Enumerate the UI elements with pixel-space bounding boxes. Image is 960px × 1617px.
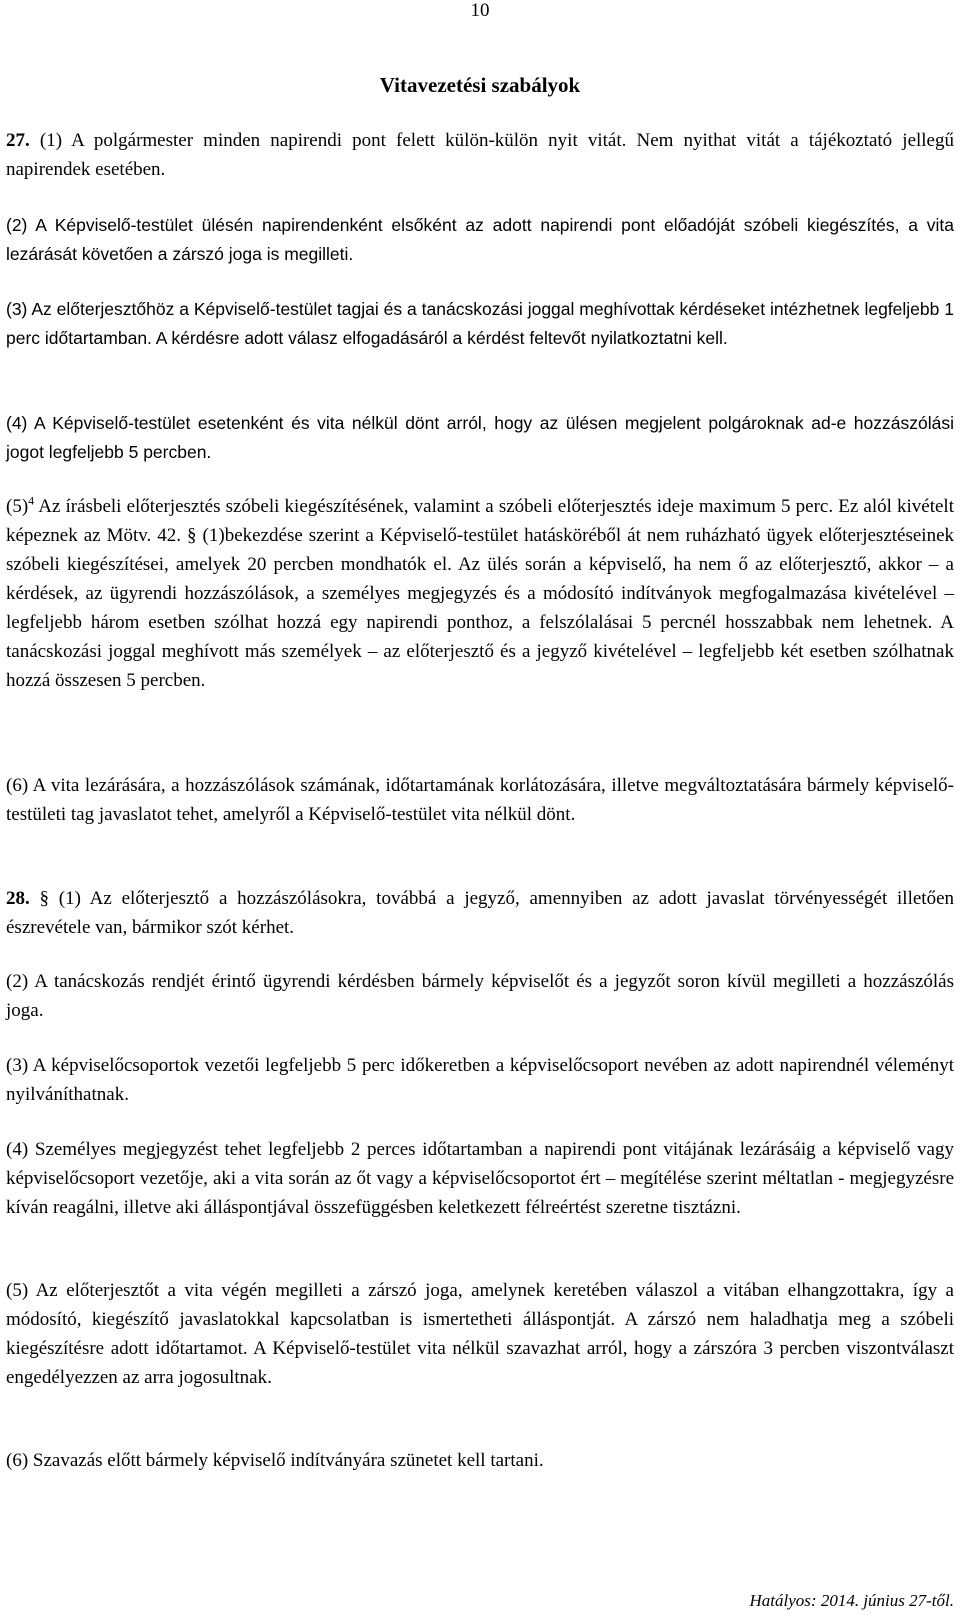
paragraph-28-6: (6) Szavazás előtt bármely képviselő indítványára szünetet kell tartani. (6, 1450, 544, 1471)
section-number-28: 28. (6, 888, 30, 909)
paragraph-27-5 (6, 492, 954, 695)
paragraph-28-5: (5) Az előterjesztőt a vita végén megilleti a zárszó joga, amelynek keretében válaszol a vitában elhangzottakra, így a módosító, kiegészítő javaslatokkal kapcsolatban is ismertetheti álláspontját. A zárszó nem haladhatja meg a szóbeli kiegészítésre adott időtartamot. A Képviselő-testület vita nélkül szavazhat arról, hogy a zárszóra 3 percben viszontválaszt engedélyezzen az arra jogosultnak. (6, 1280, 954, 1388)
paragraph-28-4: (4) Személyes megjegyzést tehet legfeljebb 2 perces időtartamban a napirendi pont vitájának lezárásáig a képviselő vagy képviselőcsoport vezetője, aki a vita során az őt vagy a képviselőcsoportot ért – megítélése szerint méltatlan - megjegyzésre kíván reagálni, illetve aki álláspontjával összefüggésben keletkezett félreértést szeretne tisztázni. (6, 1139, 954, 1218)
paragraph-text: § (1) Az előterjesztő a hozzászólásokra, továbbá a jegyző, amennyiben az adott javaslat törvényességét illetően észrevétele van, bármikor szót kérhet. (6, 888, 954, 938)
paragraph-28-2: (2) A tanácskozás rendjét érintő ügyrendi kérdésben bármely képviselőt és a jegyzőt soron kívül megilleti a hozzászólás joga. (6, 971, 954, 1021)
paragraph-27-3: (3) Az előterjesztőhöz a Képviselő-testület tagjai és a tanácskozási joggal meghívottak kérdéseket intézhetnek legfeljebb 1 perc időtartamban. A kérdésre adott válasz elfogadásáról a kérdést feltevőt nyilatkoztatni kell. (6, 299, 954, 348)
footnote-marker: 4 (28, 493, 35, 508)
effective-date-footer: Hatályos: 2014. június 27-től. (749, 1591, 954, 1610)
section-number-27: 27. (6, 130, 30, 151)
paragraph-28-3: (3) A képviselőcsoportok vezetői legfeljebb 5 perc időkeretben a képviselőcsoport nevében az adott napirendnél véleményt nyilváníthatnak. (6, 1055, 954, 1105)
paragraph-27-4: (4) A Képviselő-testület esetenként és vita nélkül dönt arról, hogy az ülésen megjelent polgároknak ad-e hozzászólási jogot legfeljebb 5 percben. (6, 413, 954, 462)
paragraph-27-2: (2) A Képviselő-testület ülésén napirendenként elsőként az adott napirendi pont előadóját szóbeli kiegészítés, a vita lezárását követően a zárszó joga is megilleti. (6, 215, 954, 264)
section-title: Vitavezetési szabályok (379, 73, 581, 97)
paragraph-27-6: (6) A vita lezárására, a hozzászólások számának, időtartamának korlátozására, illetve megváltoztatására bármely képviselő-testületi tag javaslatot tehet, amelyről a Képviselő-testület vita nélkül dönt. (6, 775, 954, 825)
paragraph-text: (1) A polgármester minden napirendi pont felett külön-külön nyit vitát. Nem nyithat vitát a tájékoztató jellegű napirendek esetében. (6, 130, 954, 180)
paragraph-27-1 (6, 126, 954, 184)
paragraph-text: Az írásbeli előterjesztés szóbeli kiegészítésének, valamint a szóbeli előterjesztés ideje maximum 5 perc. Ez alól kivételt képeznek az Mötv. 42. § (1)bekezdése szerint a Képviselő-testület hatásköréből át nem ruházható ügyek előterjesztéseinek szóbeli kiegészítései, amelyek 20 percben mondhatók el. Az ülés során a képviselő, ha nem ő az előterjesztő, akkor – a kérdések, az ügyrendi hozzászólások, a személyes megjegyzés és a módosító indítványok megfogalmazása kivételével – legfeljebb három esetben szólhat hozzá egy napirendi ponthoz, a felszólalásai 5 percnél hosszabbak nem lehetnek. A tanácskozási joggal meghívott más személyek – az előterjesztő és a jegyző kivételével – legfeljebb két esetben szólhatnak hozzá összesen 5 percben. (6, 496, 954, 691)
page-number: 10 (470, 0, 490, 21)
paragraph-28-1 (6, 884, 954, 942)
paragraph-number: (5) (6, 496, 29, 517)
